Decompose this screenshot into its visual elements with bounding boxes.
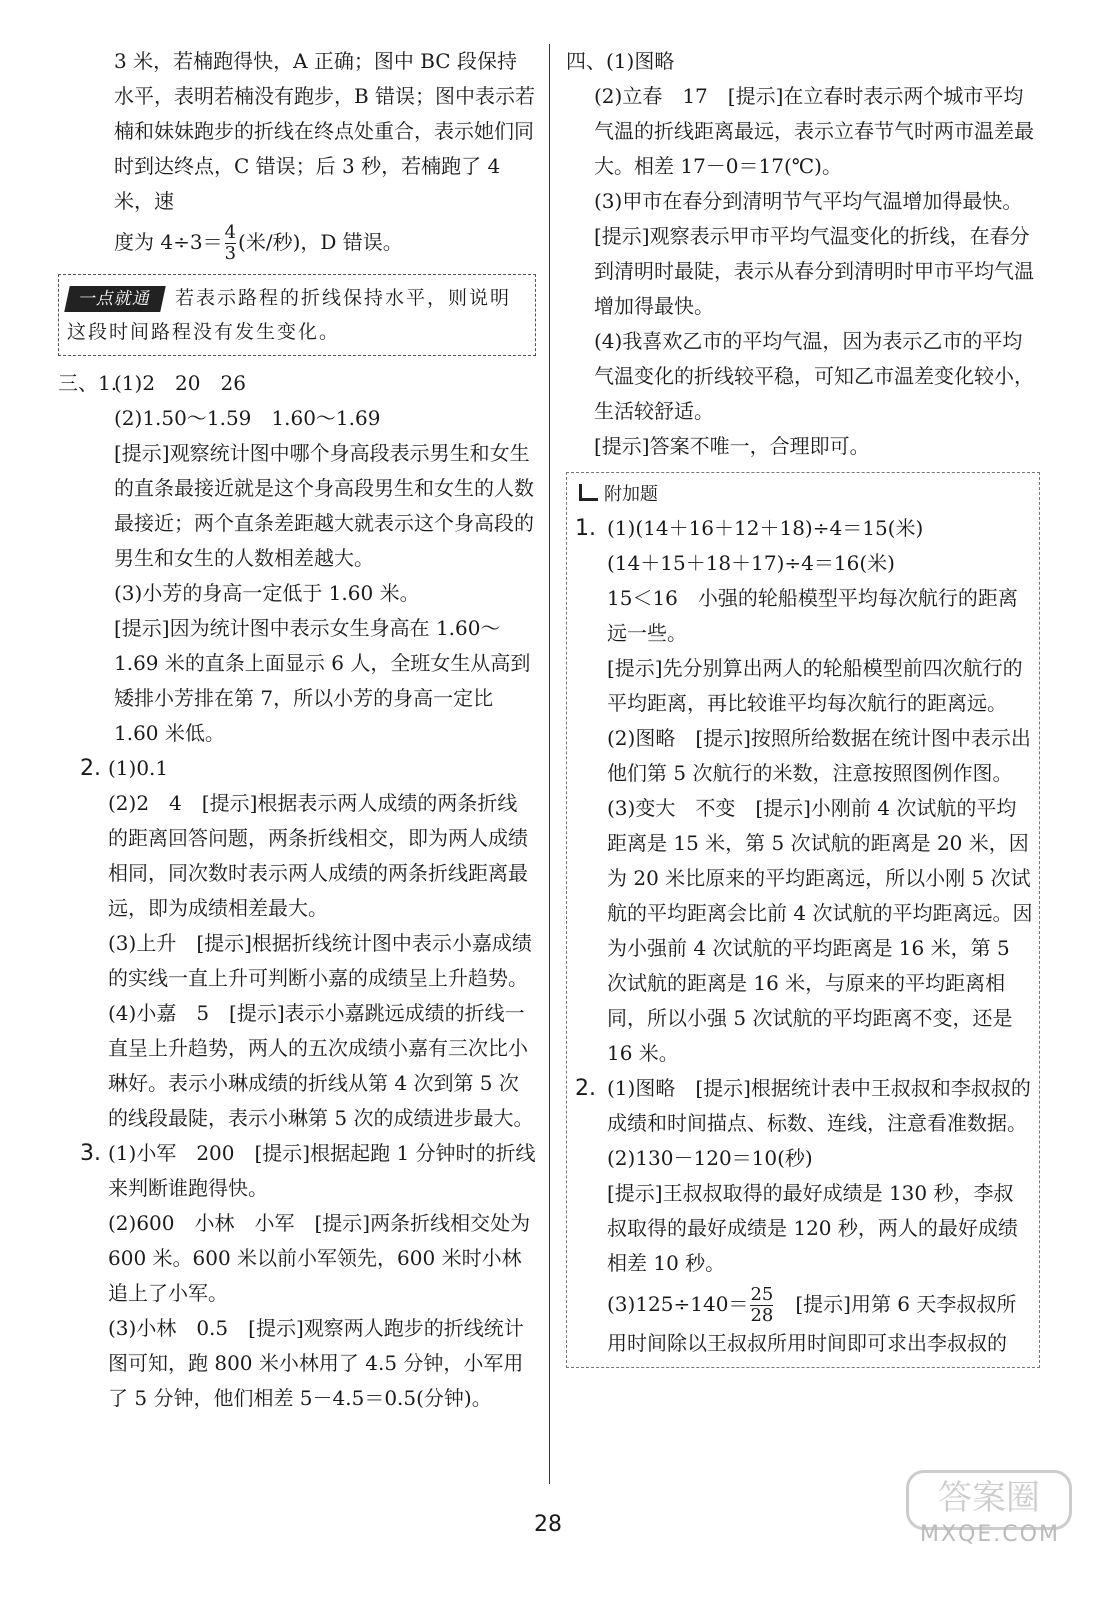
column-divider (549, 44, 550, 1484)
right-column (566, 44, 1040, 1368)
section-3-question-1: 三、1. (1)2 20 26 (2)1.50～1.59 1.60～1.69 [提示]观察统计图中哪个身高段表示男生和女生的直条最接近就是这个身高段男生和女生的人数最接近；两个直条差距越大就表示这个身高段的男生和女生的人数相差越大。 (3)小芳的身高一定低于 1.60 米。 [提示]因为统计图中表示女生身高在 1.60～1.69 米的直条上面显示 6 人，全班女生从高到矮排小芳排在第 7，所以小芳的身高一定比 1.60 米低。 (58, 366, 536, 751)
question-number: 2. (80, 756, 101, 781)
section-4-heading: 四、(1)图略 (566, 49, 675, 73)
question-number: 1. (575, 516, 596, 541)
bonus-section (566, 472, 1040, 1368)
paragraph: 3 米，若楠跑得快，A 正确；图中 BC 段保持水平，表明若楠没有跑步，B 错误；图中表示若楠和妹妹跑步的折线在终点处重合，表示她们同时到达终点，C 错误；后 3 秒，若楠跑了 4 米，速 (114, 49, 536, 213)
section-icon (579, 484, 598, 501)
fraction: $\frac{25}{28}$ (750, 1284, 774, 1326)
question-number: 3. (80, 1141, 101, 1166)
section-4-body: (2)立春 17 [提示]在立春时表示两个城市平均气温的折线距离最远，表示立春节气时两市温差最大。相差 17－0＝17(℃)。 (3)甲市在春分到清明节气平均气温增加得最快。 [提示]观察表示甲市平均气温变化的折线，在春分到清明时最陡，表示从春分到清明时甲市平均气温增加得最快。 (4)我喜欢乙市的平均气温，因为表示乙市的平均气温变化的折线较平稳，可知乙市温差变化较小，生活较舒适。 [提示]答案不唯一，合理即可。 (594, 84, 1034, 458)
bonus-title: 附加题 (573, 479, 1033, 511)
question-2: 2. (1)0.1 (2)2 4 [提示]根据表示两人成绩的两条折线的距离回答问题，两条折线相交，即为两人成绩相同，同次数时表示两人成绩的两条折线距离最远，即为成绩相差最大。 (3)上升 [提示]根据折线统计图中表示小嘉成绩的实线一直上升可判断小嘉的成绩呈上升趋势。 (4)小嘉 5 [提示]表示小嘉跳远成绩的折线一直呈上升趋势，两人的五次成绩小嘉有三次比小琳好。表示小琳成绩的折线从第 4 次到第 5 次的线段最陡，表示小琳第 5 次的成绩进步最大。 (58, 751, 536, 1136)
question-number: 2. (575, 1076, 596, 1101)
bonus-question-1: 1. (1)(14＋16＋12＋18)÷4＝15(米) (14＋15＋18＋17)÷4＝16(米) 15＜16 小强的轮船模型平均每次航行的距离远一些。 [提示]先分别算出两人的轮船模型前四次航行的平均距离，再比较谁平均每次航行的距离远。 (2)图略 [提示]按照所给数据在统计图中表示出他们第 5 次航行的米数，注意按照图例作图。 (3)变大 不变 [提示]小刚前 4 次试航的平均距离是 15 米，第 5 次试航的距离是 20 米，因为 20 米比原来的平均距离远，所以小刚 5 次试航的平均距离会比前 4 次试航的平均距离远。因为小强前 4 次试航的平均距离是 16 米，第 5 次试航的距离是 16 米，与原来的平均距离相同，所以小强 5 次试航的平均距离不变，还是 16 米。 (573, 511, 1033, 1071)
page-number: 28 (534, 1512, 562, 1537)
watermark-text: MXQE.COM (920, 1522, 1060, 1547)
left-column (58, 44, 536, 1416)
bonus-question-2: 2. (1)图略 [提示]根据统计表中王叔叔和李叔叔的成绩和时间描点、标数、连线，注意看准数据。 (2)130－120＝10(秒) [提示]王叔叔取得的最好成绩是 130 秒，李叔叔取得的最好成绩是 120 秒，两人的最好成绩相差 10 秒。 (3)125÷140＝ $\frac{25}{28}$ [提示]用第 6 天李叔叔所 用时间除以王叔叔所用时间即可求出李叔叔的 (573, 1071, 1033, 1361)
paragraph: 度为 4÷3＝ $\frac{4}{3}$ (米/秒)，D 错误。 (114, 222, 403, 264)
watermark-logo: 答案圈 (906, 1470, 1072, 1530)
tip-box (58, 274, 536, 356)
section-label: 三、1. (58, 371, 118, 395)
fraction: $\frac{4}{3}$ (224, 222, 237, 264)
question-3: 3. (1)小军 200 [提示]根据起跑 1 分钟时的折线来判断谁跑得快。 (2)600 小林 小军 [提示]两条折线相交处为 600 米。600 米以前小军领先，600 米时小林追上了小军。 (3)小林 0.5 [提示]观察两人跑步的折线统计图可知，跑 800 米小林用了 4.5 分钟，小军用了 5 分钟，他们相差 5－4.5＝0.5(分钟)。 (58, 1136, 536, 1416)
tip-text: 若表示路程的折线保持水平，则说明这段时间路程没有发生变化。 (67, 287, 512, 343)
tip-badge: 一点就通 (64, 286, 166, 312)
